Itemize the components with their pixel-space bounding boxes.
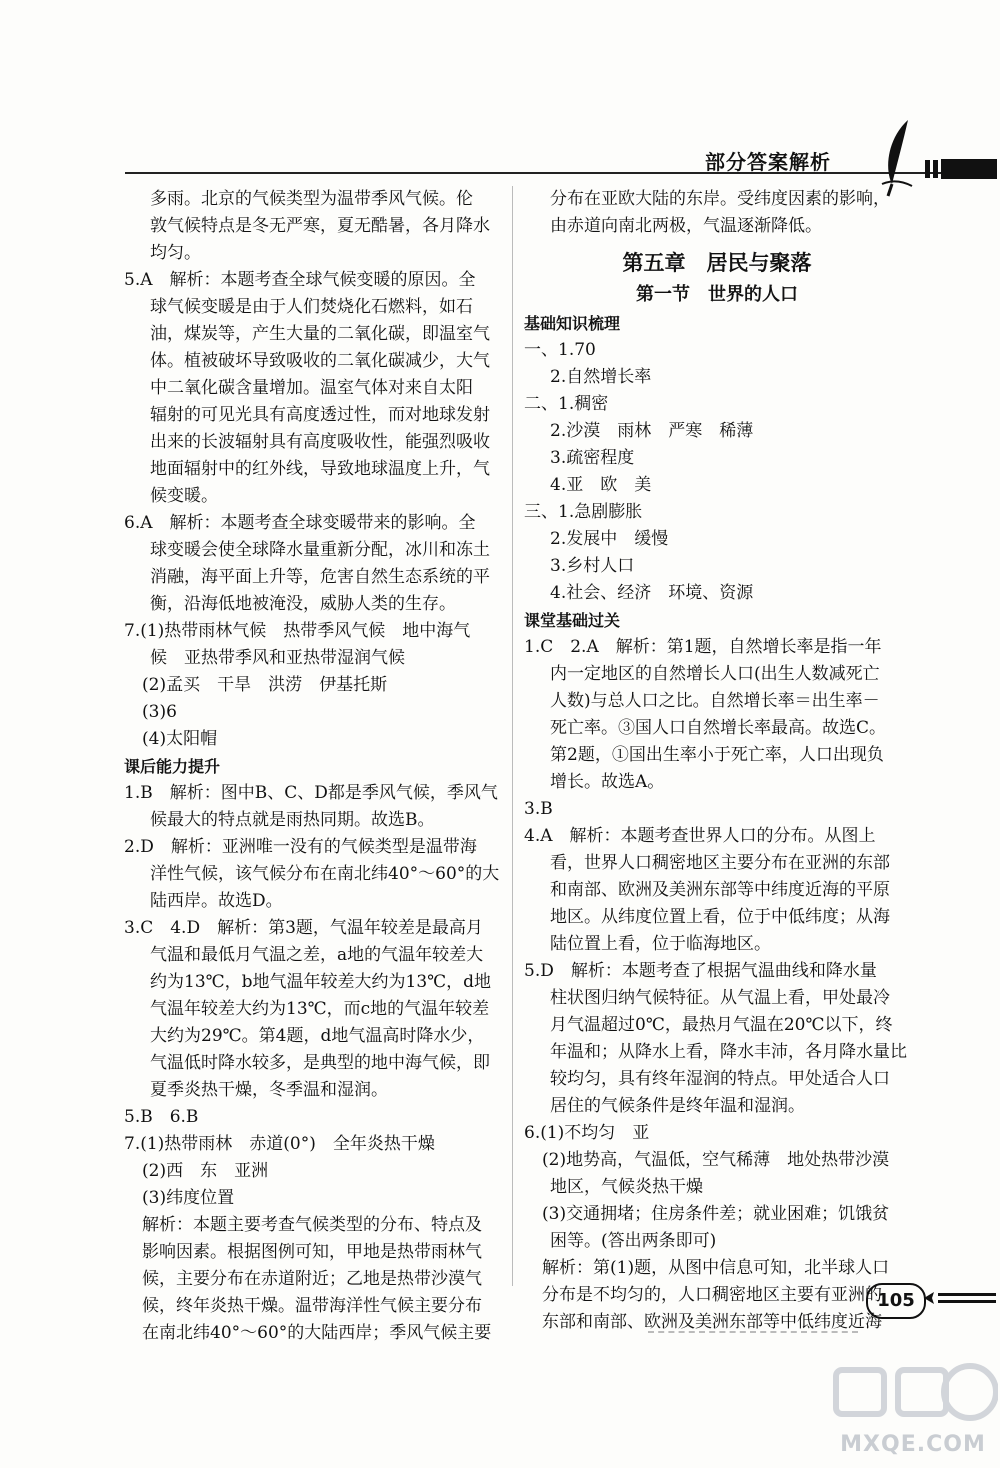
right-column-line: 第五章 居民与聚落: [622, 251, 812, 275]
right-column-line: (3)交通拥堵；住房条件差；就业困难；饥饿贫: [542, 1204, 890, 1224]
right-column-line: 较均匀，具有终年湿润的特点。甲处适合人口: [550, 1069, 890, 1089]
right-column-line: 人数)与总人口之比。自然增长率＝出生率－: [550, 691, 880, 711]
right-column-line: 看，世界人口稠密地区主要分布在亚洲的东部: [550, 853, 890, 873]
left-column-line: 中二氧化碳含量增加。温室气体对来自太阳: [150, 378, 473, 398]
header-rule: [125, 172, 995, 174]
left-column-line: 候最大的特点就是雨热同期。故选B。: [150, 810, 435, 830]
left-column-line: 气温低时降水较多，是典型的地中海气候，即: [150, 1053, 490, 1073]
right-column-line: 陆位置上看，位于临海地区。: [550, 934, 771, 954]
column-divider: [512, 186, 513, 1286]
right-column-line: 地区，气候炎热干燥: [550, 1177, 703, 1197]
right-column-line: 分布在亚欧大陆的东岸。受纬度因素的影响，: [550, 189, 890, 209]
right-column-line: 分布是不均匀的，人口稠密地区主要有亚洲的: [542, 1285, 882, 1305]
left-column-line: 油，煤炭等，产生大量的二氧化碳，即温室气: [150, 324, 490, 344]
right-column-line: 2.发展中 缓慢: [550, 529, 669, 549]
left-column-line: 2.D 解析：亚洲唯一没有的气候类型是温带海: [124, 837, 477, 857]
right-column-line: 由赤道向南北两极，气温逐渐降低。: [550, 216, 822, 236]
left-column-line: 衡，沿海低地被淹没，威胁人类的生存。: [150, 594, 456, 614]
left-column-line: 7.(1)热带雨林气候 热带季风气候 地中海气: [124, 621, 471, 641]
right-column-line: 3.疏密程度: [550, 448, 635, 468]
right-column-line: 5.D 解析：本题考查了根据气温曲线和降水量: [524, 961, 877, 981]
right-column-line: 第一节 世界的人口: [636, 284, 798, 305]
left-column-line: 3.C 4.D 解析：第3题，气温年较差是最高月: [124, 918, 483, 938]
right-column-line: 1.C 2.A 解析：第1题，自然增长率是指一年: [524, 637, 882, 657]
left-column-line: 大约为29℃。第4题，d地气温高时降水少，: [150, 1026, 485, 1046]
left-column-line: 候，终年炎热干燥。温带海洋性气候主要分布: [142, 1296, 482, 1316]
right-column-line: 居住的气候条件是终年温和湿润。: [550, 1096, 805, 1116]
watermark-logo-icon: [828, 1350, 998, 1430]
left-column-line: 陆西岸。故选D。: [150, 891, 283, 911]
left-column-line: 敦气候特点是冬无严寒，夏无酷暑，各月降水: [150, 216, 490, 236]
right-column-line: 2.沙漠 雨林 严寒 稀薄: [550, 421, 754, 441]
left-column-line: 体。植被破坏导致吸收的二氧化碳减少，大气: [150, 351, 490, 371]
left-column-line: 候变暖。: [150, 486, 218, 506]
left-column-line: 夏季炎热干燥，冬季温和湿润。: [150, 1080, 388, 1100]
right-column-line: 死亡率。③国人口自然增长率最高。故选C。: [550, 718, 887, 738]
page-number: 105: [866, 1283, 926, 1319]
left-column-line: 影响因素。根据图例可知，甲地是热带雨林气: [142, 1242, 482, 1262]
left-column-line: 气温年较差大约为13℃，而c地的气温年较差: [150, 999, 490, 1019]
right-column-line: 地区。从纬度位置上看，位于中低纬度；从海: [550, 907, 890, 927]
header-title: 部分答案解析: [705, 150, 831, 174]
right-column-line: 三、1.急剧膨胀: [524, 502, 643, 522]
right-column-line: 东部和南部、欧洲及美洲东部等中低纬度近海: [542, 1312, 882, 1332]
left-column-line: 7.(1)热带雨林 赤道(0°) 全年炎热干燥: [124, 1134, 435, 1154]
right-column-line: 3.B: [524, 799, 553, 819]
right-column-line: 增长。故选A。: [550, 772, 665, 792]
left-column-line: (4)太阳帽: [142, 729, 218, 749]
right-column-line: 柱状图归纳气候特征。从气温上看，甲处最冷: [550, 988, 890, 1008]
left-column-line: 课后能力提升: [124, 757, 221, 776]
left-column-line: 出来的长波辐射具有高度吸收性，能强烈吸收: [150, 432, 490, 452]
page-number-decoration: [924, 1288, 996, 1308]
left-column-line: 气温和最低月气温之差，a地的气温年较差大: [150, 945, 484, 965]
right-column-line: 二、1.稠密: [524, 394, 609, 414]
right-column-line: 年温和；从降水上看，降水丰沛，各月降水量比: [550, 1042, 907, 1062]
left-column-line: (2)西 东 亚洲: [142, 1161, 269, 1181]
right-column-line: 3.乡村人口: [550, 556, 635, 576]
footer-dashed-rule: [648, 1331, 858, 1333]
right-column-line: 4.亚 欧 美: [550, 475, 652, 495]
left-column-line: 地面辐射中的红外线，导致地球温度上升，气: [150, 459, 490, 479]
left-column-line: 解析：本题主要考查气候类型的分布、特点及: [142, 1215, 482, 1235]
left-column-line: 多雨。北京的气候类型为温带季风气候。伦: [150, 189, 473, 209]
left-column-line: 消融，海平面上升等，危害自然生态系统的平: [150, 567, 490, 587]
right-column-line: 课堂基础过关: [524, 611, 621, 630]
right-column-line: (2)地势高，气温低，空气稀薄 地处热带沙漠: [542, 1150, 890, 1170]
right-column-line: 4.社会、经济 环境、资源: [550, 583, 754, 603]
left-column-line: (3)6: [142, 702, 177, 722]
left-column-line: (2)孟买 干旱 洪涝 伊基托斯: [142, 675, 388, 695]
right-column-line: 困等。(答出两条即可): [550, 1231, 717, 1251]
left-column-line: 球变暖会使全球降水量重新分配，冰川和冻土: [150, 540, 490, 560]
left-column-line: 洋性气候，该气候分布在南北纬40°～60°的大: [150, 864, 500, 884]
right-column-line: 4.A 解析：本题考查世界人口的分布。从图上: [524, 826, 876, 846]
watermark-text: MXQE.COM: [840, 1432, 986, 1457]
right-column: [524, 186, 910, 1336]
right-column-line: 一、1.70: [524, 340, 596, 360]
left-column-line: 候 亚热带季风和亚热带湿润气候: [150, 648, 405, 668]
left-column-line: 1.B 解析：图中B、C、D都是季风气候，季风气: [124, 783, 498, 803]
left-column-line: 辐射的可见光具有高度透过性，而对地球发射: [150, 405, 490, 425]
left-column-line: 在南北纬40°～60°的大陆西岸；季风气候主要: [142, 1323, 492, 1343]
left-column: [124, 186, 504, 1347]
right-column-line: 解析：第(1)题，从图中信息可知，北半球人口: [542, 1258, 890, 1278]
left-column-line: 5.B 6.B: [124, 1107, 199, 1127]
left-column-line: 候，主要分布在赤道附近；乙地是热带沙漠气: [142, 1269, 482, 1289]
watermark: [828, 1350, 998, 1465]
right-column-line: 和南部、欧洲及美洲东部等中纬度近海的平原: [550, 880, 890, 900]
left-column-line: 6.A 解析：本题考查全球变暖带来的影响。全: [124, 513, 476, 533]
right-column-line: 月气温超过0℃，最热月气温在20℃以下，终: [550, 1015, 893, 1035]
left-column-line: 球气候变暖是由于人们焚烧化石燃料，如石: [150, 297, 473, 317]
right-column-line: 内一定地区的自然增长人口(出生人数减死亡: [550, 664, 880, 684]
left-column-line: 均匀。: [150, 243, 201, 263]
header-bars-decoration: [925, 156, 997, 182]
right-column-line: 2.自然增长率: [550, 367, 652, 387]
left-column-line: 5.A 解析：本题考查全球气候变暖的原因。全: [124, 270, 476, 290]
right-column-line: 6.(1)不均匀 亚: [524, 1123, 650, 1143]
left-column-line: (3)纬度位置: [142, 1188, 235, 1208]
right-column-line: 第2题，①国出生率小于死亡率，人口出现负: [550, 745, 884, 765]
left-column-line: 约为13℃，b地气温年较差大约为13℃，d地: [150, 972, 492, 992]
right-column-line: 基础知识梳理: [524, 314, 621, 333]
